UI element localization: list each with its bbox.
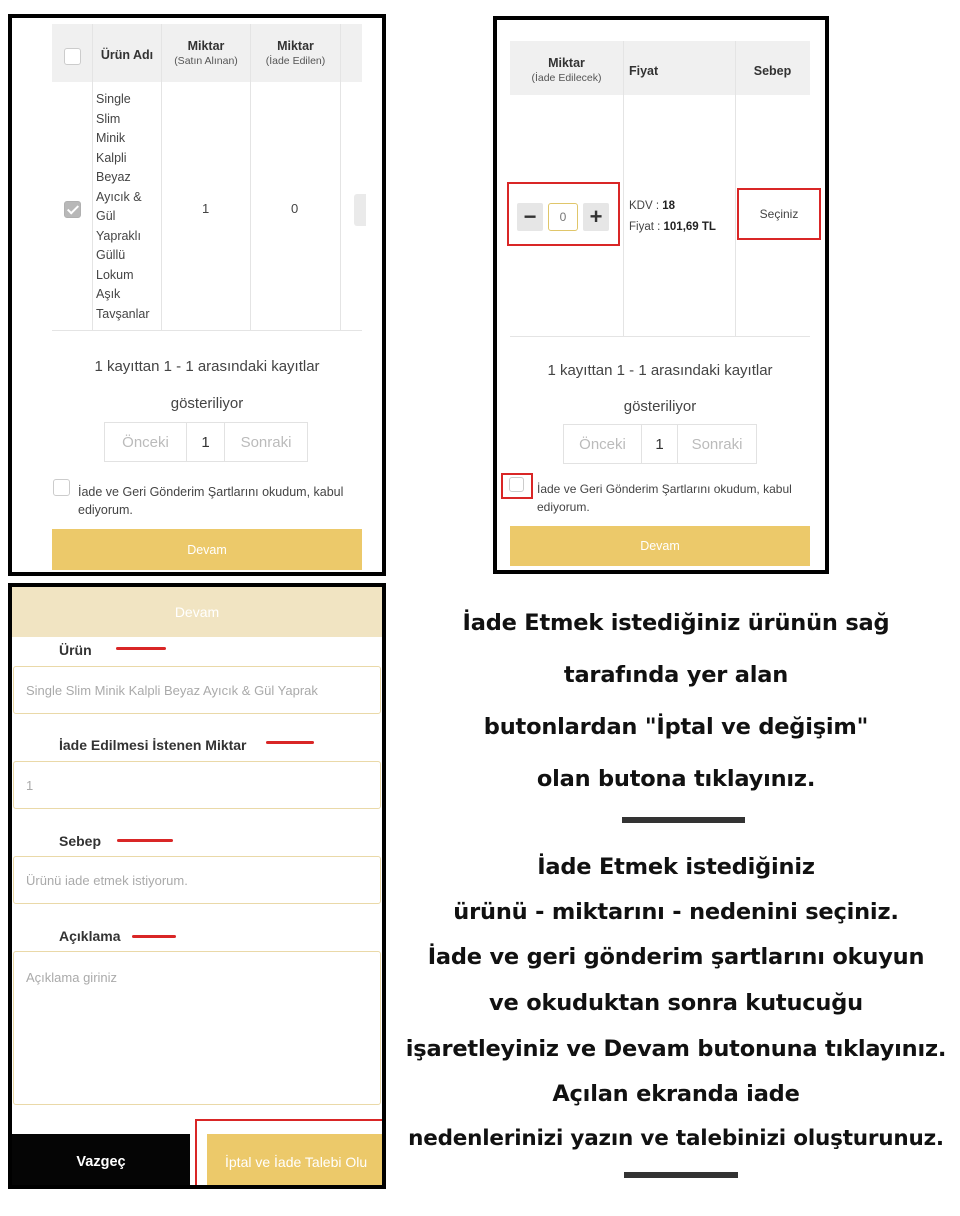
description-textarea[interactable]: Açıklama giriniz: [13, 951, 381, 1105]
submit-return-request-button[interactable]: İptal ve İade Talebi Olu: [207, 1134, 386, 1189]
product-name-line: Güllü: [96, 248, 126, 262]
qty-bought-cell: 1: [202, 201, 210, 216]
instruction-line: İade ve geri gönderim şartlarını okuyun: [427, 944, 925, 970]
records-info-line2: gösteriliyor: [623, 398, 697, 415]
product-name-cell: [96, 90, 166, 324]
header-product-name: Ürün Adı: [100, 48, 154, 62]
instruction-line: Açılan ekranda iade: [552, 1081, 800, 1107]
section-divider: [622, 817, 745, 823]
records-info-line1: 1 kayıttan 1 - 1 arasındaki kayıtlar: [94, 358, 320, 375]
column-divider: [340, 24, 341, 330]
annotation-underline: [116, 647, 166, 650]
product-name-line: Beyaz: [96, 170, 131, 184]
header-qty-returned: Miktar (İade Edilen): [265, 39, 326, 67]
reason-field[interactable]: Ürünü iade etmek istiyorum.: [13, 856, 381, 904]
instruction-line: ürünü - miktarını - nedenini seçiniz.: [453, 899, 899, 925]
product-name-line: Yapraklı: [96, 228, 141, 243]
instruction-line: butonlardan "İptal ve değişim": [483, 714, 869, 740]
product-name-line: Slim: [96, 111, 121, 126]
product-label: Ürün: [59, 642, 92, 658]
qty-input[interactable]: 0: [548, 203, 578, 231]
annotation-underline: [132, 935, 176, 938]
cancel-button[interactable]: Vazgeç: [12, 1134, 190, 1189]
instruction-line: nedenlerinizi yazın ve talebinizi oluşturunuz.: [408, 1126, 944, 1151]
qty-field[interactable]: 1: [13, 761, 381, 809]
column-divider: [92, 24, 93, 330]
action-button-partial[interactable]: [354, 194, 366, 226]
pagination-prev[interactable]: Önceki: [564, 425, 642, 463]
product-name-line: Aşık: [96, 287, 121, 301]
annotation-underline: [266, 741, 314, 744]
submit-highlight: [195, 1119, 386, 1189]
instruction-line: işaretleyiniz ve Devam butonuna tıklayınız.: [405, 1036, 947, 1062]
terms-label: İade ve Geri Gönderim Şartlarını okudum, kabul ediyorum.: [537, 482, 792, 514]
records-info-line1: 1 kayıttan 1 - 1 arasındaki kayıtlar: [547, 362, 773, 379]
select-all-checkbox[interactable]: [64, 48, 81, 65]
terms-checkbox[interactable]: [509, 477, 524, 492]
continue-button[interactable]: Devam: [510, 526, 810, 566]
product-name-line: Minik: [96, 131, 126, 145]
records-info-line2: gösteriliyor: [170, 395, 244, 412]
section-divider: [624, 1172, 738, 1178]
header-reason: Sebep: [753, 64, 792, 78]
row-divider: [510, 336, 810, 337]
instruction-line: ve okuduktan sonra kutucuğu: [489, 990, 863, 1016]
screenshot-panel-return-form: [8, 583, 386, 1189]
pagination: [563, 424, 757, 464]
qty-returned-cell: 0: [291, 201, 299, 216]
form-header: Devam: [12, 587, 382, 637]
instruction-line: İade Etmek istediğiniz: [537, 854, 815, 880]
product-name-line: Gül: [96, 209, 116, 223]
pagination-next[interactable]: Sonraki: [691, 435, 743, 453]
row-divider: [52, 330, 362, 331]
pagination-page[interactable]: 1: [642, 425, 678, 463]
product-name-line: Tavşanlar: [96, 306, 150, 321]
product-name-line: Lokum: [96, 267, 134, 282]
price-cell: KDV : 18 Fiyat : 101,69 TL: [629, 200, 716, 233]
column-divider: [623, 41, 624, 336]
product-name-line: Kalpli: [96, 150, 127, 165]
pagination-page[interactable]: 1: [187, 423, 225, 461]
product-name-line: Single: [96, 92, 131, 106]
terms-label: İade ve Geri Gönderim Şartlarını okudum, kabul ediyorum.: [78, 485, 344, 517]
terms-checkbox[interactable]: [53, 479, 70, 496]
qty-label: İade Edilmesi İstenen Miktar: [59, 737, 247, 753]
instruction-line: İade Etmek istediğiniz ürünün sağ: [462, 610, 890, 636]
row-checkbox[interactable]: [64, 201, 81, 218]
header-qty-to-return: Miktar (İade Edilecek): [531, 56, 602, 84]
continue-button[interactable]: Devam: [52, 529, 362, 570]
screenshot-panel-quantity-reason: [493, 16, 829, 574]
header-price: Fiyat: [629, 64, 659, 78]
description-label: Açıklama: [59, 928, 121, 944]
screenshot-panel-product-selection: [8, 14, 386, 576]
reason-select[interactable]: Seçiniz: [737, 188, 821, 240]
pagination-next[interactable]: Sonraki: [240, 433, 292, 451]
pagination-prev[interactable]: Önceki: [105, 423, 187, 461]
annotation-underline: [117, 839, 173, 842]
column-divider: [735, 41, 736, 336]
column-divider: [250, 24, 251, 330]
pagination: [104, 422, 308, 462]
qty-decrease-button[interactable]: −: [517, 203, 543, 231]
reason-label: Sebep: [59, 833, 102, 849]
header-qty-bought: Miktar (Satın Alınan): [174, 39, 238, 67]
instruction-line: olan butona tıklayınız.: [536, 766, 816, 792]
product-name-line: Ayıcık &: [96, 189, 142, 204]
instruction-line: tarafında yer alan: [563, 662, 789, 688]
qty-increase-button[interactable]: +: [583, 203, 609, 231]
product-field[interactable]: Single Slim Minik Kalpli Beyaz Ayıcık & Gül Yaprak: [13, 666, 381, 714]
